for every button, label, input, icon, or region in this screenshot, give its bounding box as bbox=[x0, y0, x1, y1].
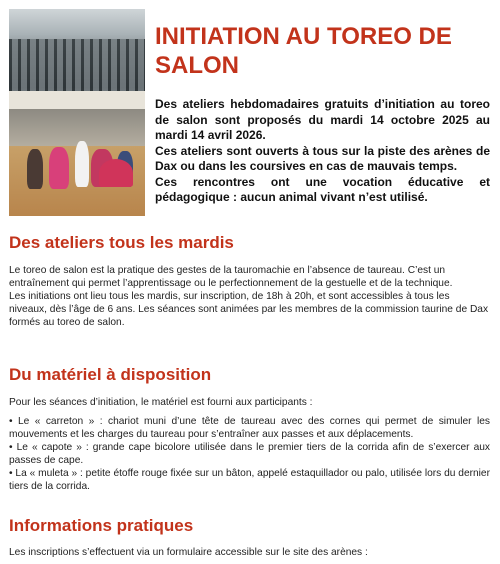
arena-photo bbox=[9, 9, 145, 216]
ateliers-paragraph-2: Les initiations ont lieu tous les mardis, sur inscription, de 18h à 20h, et sont accessibles à tous les niveaux, dès l’âge de 6 ans. Les séances sont animées par les membres de la commission taurine de Dax formés au toreo de salon. bbox=[9, 291, 489, 328]
participant-figure bbox=[49, 147, 69, 189]
bullet-carreton: • Le « carreton » : chariot muni d’une tête de taureau avec des cornes qui permet de simuler les mouvements et les charges du taureau pour s’entraîner aux passes et aux déplacements. bbox=[9, 416, 490, 440]
section-informations-body bbox=[9, 546, 490, 559]
materiel-intro: Pour les séances d’initiation, le matériel est fourni aux participants : bbox=[9, 397, 313, 408]
title-line-1: INITIATION AU TOREO DE bbox=[155, 23, 452, 50]
intro-block bbox=[155, 97, 490, 206]
intro-paragraph-purpose: Ces rencontres ont une vocation éducative et pédagogique : aucun animal vivant n’est utilisé. bbox=[155, 174, 490, 204]
informations-paragraph-1: Les inscriptions s’effectuent via un formulaire accessible sur le site des arènes : bbox=[9, 547, 368, 558]
page-title bbox=[155, 22, 490, 80]
arena-stands bbox=[9, 39, 145, 91]
ateliers-paragraph-1: Le toreo de salon est la pratique des gestes de la tauromachie en l’absence de taureau. C’est un entraînement qui permet l’apprentissage ou le perfectionnement de la gestuelle et de la technique. bbox=[9, 265, 453, 289]
bullet-capote: • Le « capote » : grande cape bicolore utilisée dans le premier tiers de la corrida afin de s’exercer aux passes de cape. bbox=[9, 442, 490, 466]
title-line-2: SALON bbox=[155, 52, 239, 79]
section-heading-ateliers: Des ateliers tous les mardis bbox=[9, 233, 234, 252]
section-heading-materiel: Du matériel à disposition bbox=[9, 365, 212, 384]
section-heading-informations: Informations pratiques bbox=[9, 516, 194, 535]
arena-arcade bbox=[9, 91, 145, 109]
bullet-muleta: • La « muleta » : petite étoffe rouge fixée sur un bâton, appelé estaquillador ou palo, utilisée lors du dernier tiers de la corrida. bbox=[9, 468, 490, 492]
cape-shape bbox=[99, 159, 133, 187]
participant-figure bbox=[27, 149, 43, 189]
section-materiel-body bbox=[9, 396, 490, 493]
intro-paragraph-location: Ces ateliers sont ouverts à tous sur la piste des arènes de Dax ou dans les coursives en cas de mauvais temps. bbox=[155, 143, 490, 173]
section-ateliers-body bbox=[9, 264, 490, 329]
intro-paragraph-dates: Des ateliers hebdomadaires gratuits d’initiation au toreo de salon sont proposés du mardi 14 octobre 2025 au mardi 14 avril 2026. bbox=[155, 97, 490, 142]
participant-figure bbox=[75, 141, 89, 187]
